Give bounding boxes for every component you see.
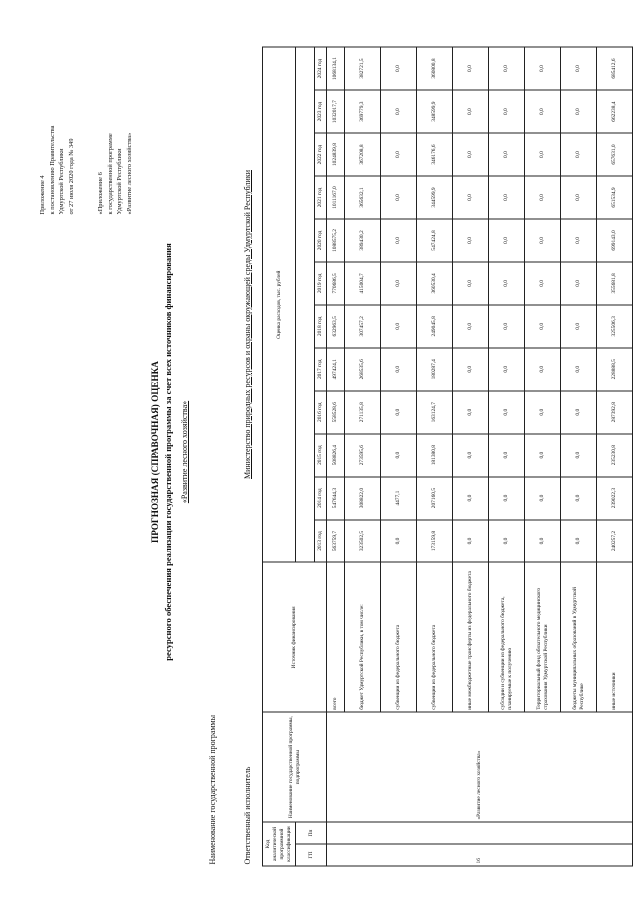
value-cell: 0,0 — [525, 47, 561, 90]
value-cell: 307457,2 — [345, 305, 381, 348]
header-estimate: Оценка расходов, тыс. рублей — [263, 47, 296, 563]
value-cell: 382721,5 — [345, 47, 381, 90]
pp-code-cell — [327, 822, 633, 844]
table-body — [327, 47, 633, 866]
value-cell: 0,0 — [561, 90, 597, 133]
value-cell: 348599,9 — [417, 90, 453, 133]
value-cell: 0,0 — [489, 305, 525, 348]
value-cell: 651534,9 — [597, 176, 633, 219]
value-cell: 0,0 — [561, 434, 597, 477]
value-cell: 0,0 — [381, 262, 417, 305]
value-cell: 346176,6 — [417, 133, 453, 176]
value-cell: 389430,2 — [345, 219, 381, 262]
value-cell: 360800,8 — [417, 47, 453, 90]
source-cell: субвенции из федерального бюджета — [417, 563, 453, 713]
program-name — [180, 0, 189, 905]
value-cell: 1024839,8 — [327, 133, 345, 176]
appendix-line: Удмуртской Республики — [116, 148, 123, 215]
executor-name-text: Министерство природных ресурсов и охраны окружающей среды Удмуртской Республики — [243, 170, 252, 479]
value-cell: 0,0 — [561, 219, 597, 262]
executor-label: Ответственный исполнитель — [243, 766, 252, 865]
value-cell: 0,0 — [489, 391, 525, 434]
value-cell: 0,0 — [453, 133, 489, 176]
source-cell: иные источники — [597, 563, 633, 713]
value-cell: 360530,4 — [417, 262, 453, 305]
year-header: 2017 год — [315, 348, 327, 391]
value-cell: 0,0 — [453, 90, 489, 133]
executor-name — [243, 45, 252, 605]
value-cell: 1032017,7 — [327, 90, 345, 133]
value-cell: 0,0 — [489, 133, 525, 176]
value-cell: 0,0 — [489, 348, 525, 391]
value-cell: 0,0 — [525, 391, 561, 434]
value-cell: 163124,7 — [417, 391, 453, 434]
value-cell: 0,0 — [525, 133, 561, 176]
value-cell: 0,0 — [489, 434, 525, 477]
value-cell: 0,0 — [453, 434, 489, 477]
program-name-text: «Развитие лесного хозяйства» — [180, 400, 189, 504]
header-gp: ГП — [296, 844, 327, 866]
value-cell: 0,0 — [525, 90, 561, 133]
value-cell: 0,0 — [561, 305, 597, 348]
value-cell: 1068134,1 — [327, 47, 345, 90]
value-cell: 0,0 — [453, 477, 489, 520]
value-cell: 547644,3 — [327, 477, 345, 520]
year-header: 2015 год — [315, 434, 327, 477]
value-cell: 0,0 — [525, 348, 561, 391]
value-cell: 323502,5 — [345, 520, 381, 563]
value-cell: 1088575,2 — [327, 219, 345, 262]
year-header: 2019 год — [315, 262, 327, 305]
appendix-line: от 27 июля 2020 года № 349 — [67, 138, 75, 215]
gp-code-cell: 16 — [327, 844, 633, 866]
value-cell: 308822,0 — [345, 477, 381, 520]
value-cell: 1011167,0 — [327, 176, 345, 219]
value-cell: 0,0 — [489, 262, 525, 305]
year-header: 2024 год — [315, 47, 327, 90]
value-cell: 287392,8 — [597, 391, 633, 434]
value-cell: 0,0 — [525, 176, 561, 219]
program-name-cell: «Развитие лесного хозяйства» — [327, 712, 633, 822]
value-cell: 239022,3 — [597, 477, 633, 520]
value-cell: 558528,6 — [327, 391, 345, 434]
source-cell: субсидии и субвенции из федерального бюджета, планируемые к получению — [489, 563, 525, 713]
value-cell: 0,0 — [453, 47, 489, 90]
value-cell: 657631,0 — [597, 133, 633, 176]
source-cell: всего — [327, 563, 345, 713]
header-program-name: Наименование государственной программы, подпрограммы — [263, 712, 327, 822]
value-cell: 632963,5 — [327, 305, 345, 348]
value-cell: 685412,6 — [597, 47, 633, 90]
value-cell: 365632,1 — [345, 176, 381, 219]
year-header: 2016 год — [315, 391, 327, 434]
value-cell: 240257,2 — [597, 520, 633, 563]
value-cell: 770686,5 — [327, 262, 345, 305]
value-cell: 0,0 — [381, 305, 417, 348]
value-cell: 271135,8 — [345, 391, 381, 434]
appendix-line: Удмуртской Республики — [58, 148, 65, 215]
value-cell: 344599,9 — [417, 176, 453, 219]
appendix-line: к постановлению Правительства — [48, 125, 56, 215]
value-cell: 0,0 — [561, 348, 597, 391]
header-source: Источник финансирования — [263, 563, 327, 713]
value-cell: 508826,4 — [327, 434, 345, 477]
value-cell: 0,0 — [453, 305, 489, 348]
source-cell: субвенции из федерального бюджета — [381, 563, 417, 713]
value-cell: 0,0 — [561, 47, 597, 90]
value-cell: 0,0 — [381, 90, 417, 133]
source-cell: Территориальный фонд обязательного медицинского страхования Удмуртской Республики — [525, 563, 561, 713]
value-cell: 0,0 — [453, 348, 489, 391]
year-header: 2014 год — [315, 477, 327, 520]
document-title: ПРОГНОЗНАЯ (СПРАВОЧНАЯ) ОЦЕНКА — [150, 361, 160, 543]
value-cell: 0,0 — [525, 434, 561, 477]
value-cell: 547424,8 — [417, 219, 453, 262]
value-cell: 0,0 — [453, 262, 489, 305]
year-header: 2013 год — [315, 520, 327, 563]
value-cell: 0,0 — [489, 520, 525, 563]
source-cell: бюджеты муниципальных образований в Удмуртской Республике — [561, 563, 597, 713]
year-header: 2020 год — [315, 219, 327, 262]
value-cell: 325506,3 — [597, 305, 633, 348]
value-cell: 0,0 — [381, 348, 417, 391]
value-cell: 207160,5 — [417, 477, 453, 520]
value-cell: 0,0 — [525, 219, 561, 262]
value-cell: 0,0 — [489, 219, 525, 262]
source-cell: бюджет Удмуртской Республики, в том числе: — [345, 563, 381, 713]
year-header: 2021 год — [315, 176, 327, 219]
value-cell: 699143,0 — [597, 219, 633, 262]
value-cell: 0,0 — [561, 391, 597, 434]
value-cell: 0,0 — [525, 520, 561, 563]
value-cell: 0,0 — [381, 176, 417, 219]
value-cell: 355681,8 — [597, 262, 633, 305]
value-cell: 0,0 — [561, 477, 597, 520]
value-cell: 235230,8 — [597, 434, 633, 477]
appendix-line: «Развитие лесного хозяйства» — [125, 132, 133, 215]
value-cell: 0,0 — [525, 305, 561, 348]
value-cell: 0,0 — [561, 262, 597, 305]
value-cell: 0,0 — [489, 176, 525, 219]
value-cell: 0,0 — [453, 391, 489, 434]
appendix-line: Приложение 4 — [39, 175, 46, 215]
value-cell: 563759,7 — [327, 520, 345, 563]
year-header: 2018 год — [315, 305, 327, 348]
value-cell: 181380,8 — [417, 434, 453, 477]
value-cell: 0,0 — [489, 90, 525, 133]
value-cell: 0,0 — [525, 477, 561, 520]
value-cell: 497424,1 — [327, 348, 345, 391]
appendix-line: «Приложение 6 — [97, 172, 104, 215]
appendix-line: к государственной программе — [106, 133, 114, 215]
value-cell: 173159,8 — [417, 520, 453, 563]
appendix-block-2 — [96, 35, 134, 215]
value-cell: 367208,8 — [345, 133, 381, 176]
document-subtitle: ресурсного обеспечения реализации государственной программы за счет всех источников финансирования — [163, 243, 173, 661]
value-cell: 0,0 — [489, 47, 525, 90]
value-cell: 228888,5 — [597, 348, 633, 391]
value-cell: 180287,4 — [417, 348, 453, 391]
value-cell: 415004,7 — [345, 262, 381, 305]
year-header: 2022 год — [315, 133, 327, 176]
value-cell: 268535,6 — [345, 348, 381, 391]
value-cell: 0,0 — [381, 133, 417, 176]
year-header: 2023 год — [315, 90, 327, 133]
source-cell: иные межбюджетные трансферты из федерального бюджета — [453, 563, 489, 713]
value-cell: 0,0 — [561, 520, 597, 563]
value-cell: 0,0 — [525, 262, 561, 305]
value-cell: 0,0 — [381, 520, 417, 563]
program-label: Наименование государственной программы — [208, 715, 217, 865]
value-cell: 0,0 — [561, 176, 597, 219]
value-cell: 4477,1 — [381, 477, 417, 520]
value-cell: 0,0 — [381, 434, 417, 477]
value-cell: 0,0 — [381, 47, 417, 90]
value-cell: 0,0 — [561, 133, 597, 176]
value-cell: 0,0 — [453, 219, 489, 262]
value-cell: 0,0 — [489, 477, 525, 520]
value-cell: 0,0 — [453, 176, 489, 219]
appendix-block — [38, 35, 76, 215]
table-row — [327, 47, 345, 866]
value-cell: 0,0 — [381, 391, 417, 434]
financing-table — [262, 47, 633, 867]
header-code: Код аналитической программной классификации — [263, 822, 296, 866]
value-cell: 273595,6 — [345, 434, 381, 477]
value-cell: 369779,3 — [345, 90, 381, 133]
header-pp: Пп — [296, 822, 327, 844]
value-cell: 662238,4 — [597, 90, 633, 133]
header-spacer — [296, 47, 315, 563]
value-cell: 0,0 — [453, 520, 489, 563]
value-cell: 249045,8 — [417, 305, 453, 348]
value-cell: 0,0 — [381, 219, 417, 262]
